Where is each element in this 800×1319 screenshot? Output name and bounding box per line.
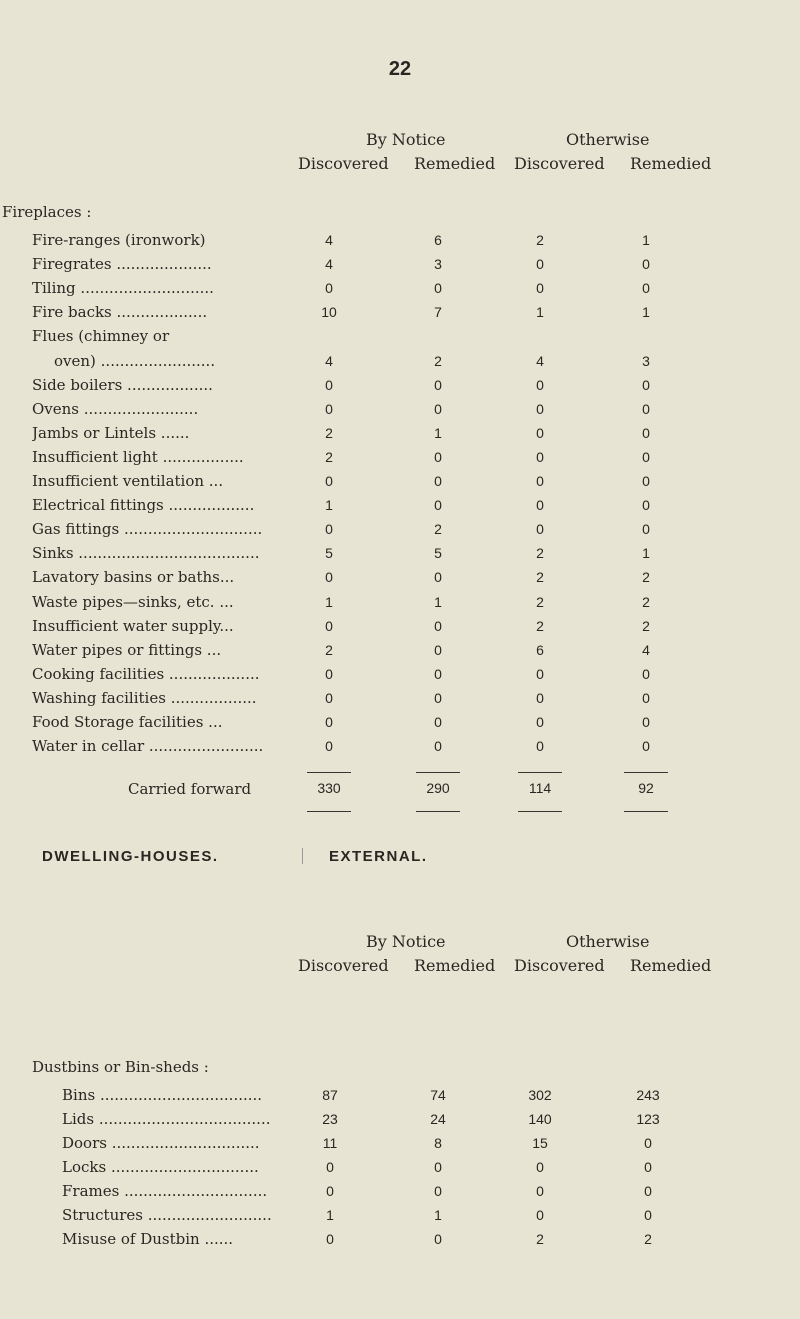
cell-value: 0 xyxy=(642,738,650,755)
cell-value: 0 xyxy=(325,400,333,417)
row-label: Fire-ranges (ironwork) xyxy=(32,231,206,249)
cell-value: 0 xyxy=(642,256,650,273)
cell-value: 0 xyxy=(536,280,544,297)
cell-value: 0 xyxy=(536,473,544,489)
cell-value: 0 xyxy=(434,448,442,465)
table-row xyxy=(0,471,800,495)
cell-value: 2 xyxy=(325,641,333,658)
table-row xyxy=(0,1109,800,1133)
cell-value: 0 xyxy=(434,1183,442,1199)
total-rule xyxy=(624,811,668,812)
cell-value: 2 xyxy=(644,1231,652,1247)
cell-value: 0 xyxy=(434,714,442,730)
cell-value: 1 xyxy=(536,304,544,321)
row-label: Firegrates .................... xyxy=(32,255,212,274)
cell-value: 0 xyxy=(536,1159,544,1175)
cell-value: 0 xyxy=(325,569,333,586)
row-label: Lids .................................... xyxy=(62,1110,271,1128)
header-discovered-2: Discovered xyxy=(514,154,605,173)
header-remedied: Remedied xyxy=(414,154,496,173)
section-fireplaces: Fireplaces : xyxy=(2,203,92,221)
table-row xyxy=(0,616,800,640)
row-label: Waste pipes—sinks, etc. ... xyxy=(32,592,234,611)
cell-value: 3 xyxy=(642,352,650,369)
cell-value: 0 xyxy=(642,376,650,393)
table-row xyxy=(0,447,800,471)
cell-value: 0 xyxy=(536,497,544,514)
cell-value: 0 xyxy=(536,400,544,417)
table-row xyxy=(0,1133,800,1157)
cell-value: 1 xyxy=(434,1207,442,1223)
cell-value: 15 xyxy=(532,1135,548,1151)
header-discovered: Discovered xyxy=(298,154,389,173)
cell-value: 0 xyxy=(325,376,333,393)
cell-value: 0 xyxy=(536,424,544,441)
cell-value: 0 xyxy=(325,473,333,489)
table-row xyxy=(0,640,800,664)
section-dustbins: Dustbins or Bin-sheds : xyxy=(32,1058,209,1076)
cell-value: 0 xyxy=(325,665,333,682)
table-row xyxy=(0,1157,800,1181)
cell-value: 23 xyxy=(322,1111,338,1127)
cell-value: 1 xyxy=(642,232,650,248)
row-label: Insufficient light ................. xyxy=(32,447,244,466)
total-rule xyxy=(518,772,562,773)
cell-value: 1 xyxy=(325,497,333,514)
table-row xyxy=(0,519,800,543)
cell-value: 0 xyxy=(325,714,333,730)
cell-value: 0 xyxy=(434,617,442,634)
cell-value: 0 xyxy=(325,617,333,634)
cell-value: 4 xyxy=(642,641,650,658)
cell-value: 0 xyxy=(434,497,442,514)
table-row xyxy=(0,1085,800,1109)
cell-value: 0 xyxy=(642,665,650,682)
cell-value: 0 xyxy=(434,569,442,586)
row-label: Structures .......................... xyxy=(62,1206,272,1224)
row-label: Washing facilities .................. xyxy=(32,688,257,707)
header-remedied-2: Remedied xyxy=(630,154,712,173)
cell-value: 0 xyxy=(644,1135,652,1151)
row-label: Doors ............................... xyxy=(62,1134,260,1152)
row-label: Food Storage facilities ... xyxy=(32,713,223,731)
row-label: Flues (chimney or xyxy=(32,327,170,346)
cell-value: 5 xyxy=(325,545,333,562)
cell-value: 0 xyxy=(536,256,544,273)
carried-forward-value: 330 xyxy=(317,780,341,796)
total-rule xyxy=(307,772,351,773)
row-label: Insufficient water supply... xyxy=(32,616,234,635)
cell-value: 0 xyxy=(434,1159,442,1175)
table-row xyxy=(0,254,800,278)
carried-forward-label: Carried forward xyxy=(128,780,252,798)
cell-value: 0 xyxy=(536,689,544,706)
cell-value: 1 xyxy=(326,1207,334,1223)
cell-value: 4 xyxy=(325,256,333,273)
total-rule xyxy=(307,811,351,812)
heading-external: EXTERNAL. xyxy=(329,848,428,865)
cell-value: 123 xyxy=(636,1111,660,1127)
table-row xyxy=(0,375,800,399)
cell-value: 0 xyxy=(325,280,333,297)
cell-value: 243 xyxy=(636,1087,660,1103)
cell-value: 0 xyxy=(536,448,544,465)
row-label: Frames .............................. xyxy=(62,1182,268,1200)
header-by-notice-2: By Notice xyxy=(366,932,446,951)
header-discovered-4: Discovered xyxy=(514,956,605,975)
cell-value: 1 xyxy=(642,545,650,562)
cell-value: 0 xyxy=(536,376,544,393)
cell-value: 0 xyxy=(434,641,442,658)
cell-value: 0 xyxy=(536,738,544,755)
table-row xyxy=(0,688,800,712)
cell-value: 0 xyxy=(434,400,442,417)
table-row xyxy=(0,230,800,254)
cell-value: 2 xyxy=(536,569,544,586)
header-by-notice: By Notice xyxy=(366,130,446,149)
cell-value: 140 xyxy=(528,1111,552,1127)
table-row xyxy=(0,495,800,519)
cell-value: 3 xyxy=(434,256,442,273)
row-label: Cooking facilities ................... xyxy=(32,664,260,683)
table-row xyxy=(0,1205,800,1229)
header-otherwise: Otherwise xyxy=(566,130,650,149)
cell-value: 2 xyxy=(325,424,333,441)
cell-value: 4 xyxy=(325,352,333,369)
cell-value: 0 xyxy=(434,665,442,682)
cell-value: 0 xyxy=(642,424,650,441)
cell-value: 74 xyxy=(430,1087,446,1103)
row-label: oven) ........................ xyxy=(54,351,216,370)
table-row xyxy=(0,423,800,447)
cell-value: 2 xyxy=(434,521,442,538)
row-label: Jambs or Lintels ...... xyxy=(32,423,190,442)
cell-value: 0 xyxy=(536,1207,544,1223)
table-row xyxy=(0,567,800,591)
cell-value: 0 xyxy=(434,1231,442,1247)
row-label: Misuse of Dustbin ...... xyxy=(62,1230,234,1248)
row-label: Fire backs ................... xyxy=(32,303,208,322)
cell-value: 0 xyxy=(536,665,544,682)
cell-value: 2 xyxy=(536,593,544,610)
row-label: Ovens ........................ xyxy=(32,399,199,418)
cell-value: 0 xyxy=(326,1159,334,1175)
cell-value: 8 xyxy=(434,1135,442,1151)
cell-value: 0 xyxy=(434,689,442,706)
cell-value: 2 xyxy=(642,569,650,586)
table-row xyxy=(0,351,800,375)
cell-value: 0 xyxy=(325,738,333,755)
cell-value: 0 xyxy=(642,714,650,730)
cell-value: 6 xyxy=(434,232,442,248)
table-row xyxy=(0,278,800,302)
cell-value: 0 xyxy=(644,1207,652,1223)
cell-value: 0 xyxy=(536,521,544,538)
cell-value: 0 xyxy=(644,1183,652,1199)
cell-value: 0 xyxy=(325,689,333,706)
row-label: Lavatory basins or baths... xyxy=(32,568,235,587)
cell-value: 0 xyxy=(642,497,650,514)
cell-value: 1 xyxy=(325,593,333,610)
cell-value: 2 xyxy=(642,617,650,634)
table-row xyxy=(0,712,800,736)
cell-value: 87 xyxy=(322,1087,338,1103)
table-row xyxy=(0,399,800,423)
cell-value: 0 xyxy=(326,1183,334,1199)
carried-forward-value: 290 xyxy=(426,780,450,796)
total-rule xyxy=(416,772,460,773)
cell-value: 0 xyxy=(642,400,650,417)
row-label: Gas fittings ............................. xyxy=(32,520,263,539)
cell-value: 0 xyxy=(434,738,442,755)
cell-value: 7 xyxy=(434,304,442,321)
cell-value: 10 xyxy=(321,304,337,321)
row-label: Side boilers .................. xyxy=(32,375,213,394)
table-row xyxy=(0,543,800,567)
cell-value: 11 xyxy=(322,1135,338,1151)
cell-value: 0 xyxy=(642,448,650,465)
carried-forward-value: 92 xyxy=(638,780,654,796)
cell-value: 0 xyxy=(642,280,650,297)
carried-forward-value: 114 xyxy=(528,780,552,796)
cell-value: 6 xyxy=(536,641,544,658)
cell-value: 1 xyxy=(642,304,650,321)
row-label: Electrical fittings .................. xyxy=(32,496,255,515)
table-row xyxy=(0,736,800,760)
cell-value: 1 xyxy=(434,593,442,610)
cell-value: 24 xyxy=(430,1111,446,1127)
total-rule xyxy=(624,772,668,773)
row-label: Locks ............................... xyxy=(62,1158,259,1176)
cell-value: 2 xyxy=(536,617,544,634)
cell-value: 2 xyxy=(325,448,333,465)
cell-value: 0 xyxy=(325,521,333,538)
page-number: 22 xyxy=(388,58,412,80)
row-label: Water pipes or fittings ... xyxy=(32,640,222,659)
row-label: Insufficient ventilation ... xyxy=(32,472,224,490)
total-rule xyxy=(416,811,460,812)
cell-value: 2 xyxy=(434,352,442,369)
cell-value: 2 xyxy=(642,593,650,610)
cell-value: 0 xyxy=(434,376,442,393)
row-label: Bins .................................. xyxy=(62,1086,263,1104)
cell-value: 0 xyxy=(536,714,544,730)
cell-value: 0 xyxy=(642,521,650,538)
cell-value: 0 xyxy=(642,473,650,489)
cell-value: 2 xyxy=(536,232,544,248)
table-row xyxy=(0,326,800,350)
heading-dwelling-houses: DWELLING-HOUSES. xyxy=(42,848,219,865)
cell-value: 0 xyxy=(644,1159,652,1175)
cell-value: 302 xyxy=(528,1087,552,1103)
row-label: Sinks ...................................... xyxy=(32,544,260,563)
cell-value: 4 xyxy=(325,232,333,248)
header-otherwise-2: Otherwise xyxy=(566,932,650,951)
cell-value: 4 xyxy=(536,352,544,369)
carried-forward-row xyxy=(0,780,800,804)
cell-value: 0 xyxy=(434,280,442,297)
header-discovered-3: Discovered xyxy=(298,956,389,975)
header-remedied-4: Remedied xyxy=(630,956,712,975)
cell-value: 0 xyxy=(536,1183,544,1199)
cell-value: 1 xyxy=(434,424,442,441)
cell-value: 2 xyxy=(536,545,544,562)
table-row xyxy=(0,302,800,326)
header-remedied-3: Remedied xyxy=(414,956,496,975)
total-rule xyxy=(518,811,562,812)
table-row xyxy=(0,1181,800,1205)
table-row xyxy=(0,664,800,688)
cell-value: 5 xyxy=(434,545,442,562)
table-row xyxy=(0,1229,800,1253)
row-label: Water in cellar ........................ xyxy=(32,737,264,756)
row-label: Tiling ............................ xyxy=(32,279,214,298)
cell-value: 0 xyxy=(434,473,442,489)
cell-value: 0 xyxy=(326,1231,334,1247)
cell-value: 2 xyxy=(536,1231,544,1247)
table-row xyxy=(0,592,800,616)
cell-value: 0 xyxy=(642,689,650,706)
heading-separator xyxy=(302,848,303,864)
